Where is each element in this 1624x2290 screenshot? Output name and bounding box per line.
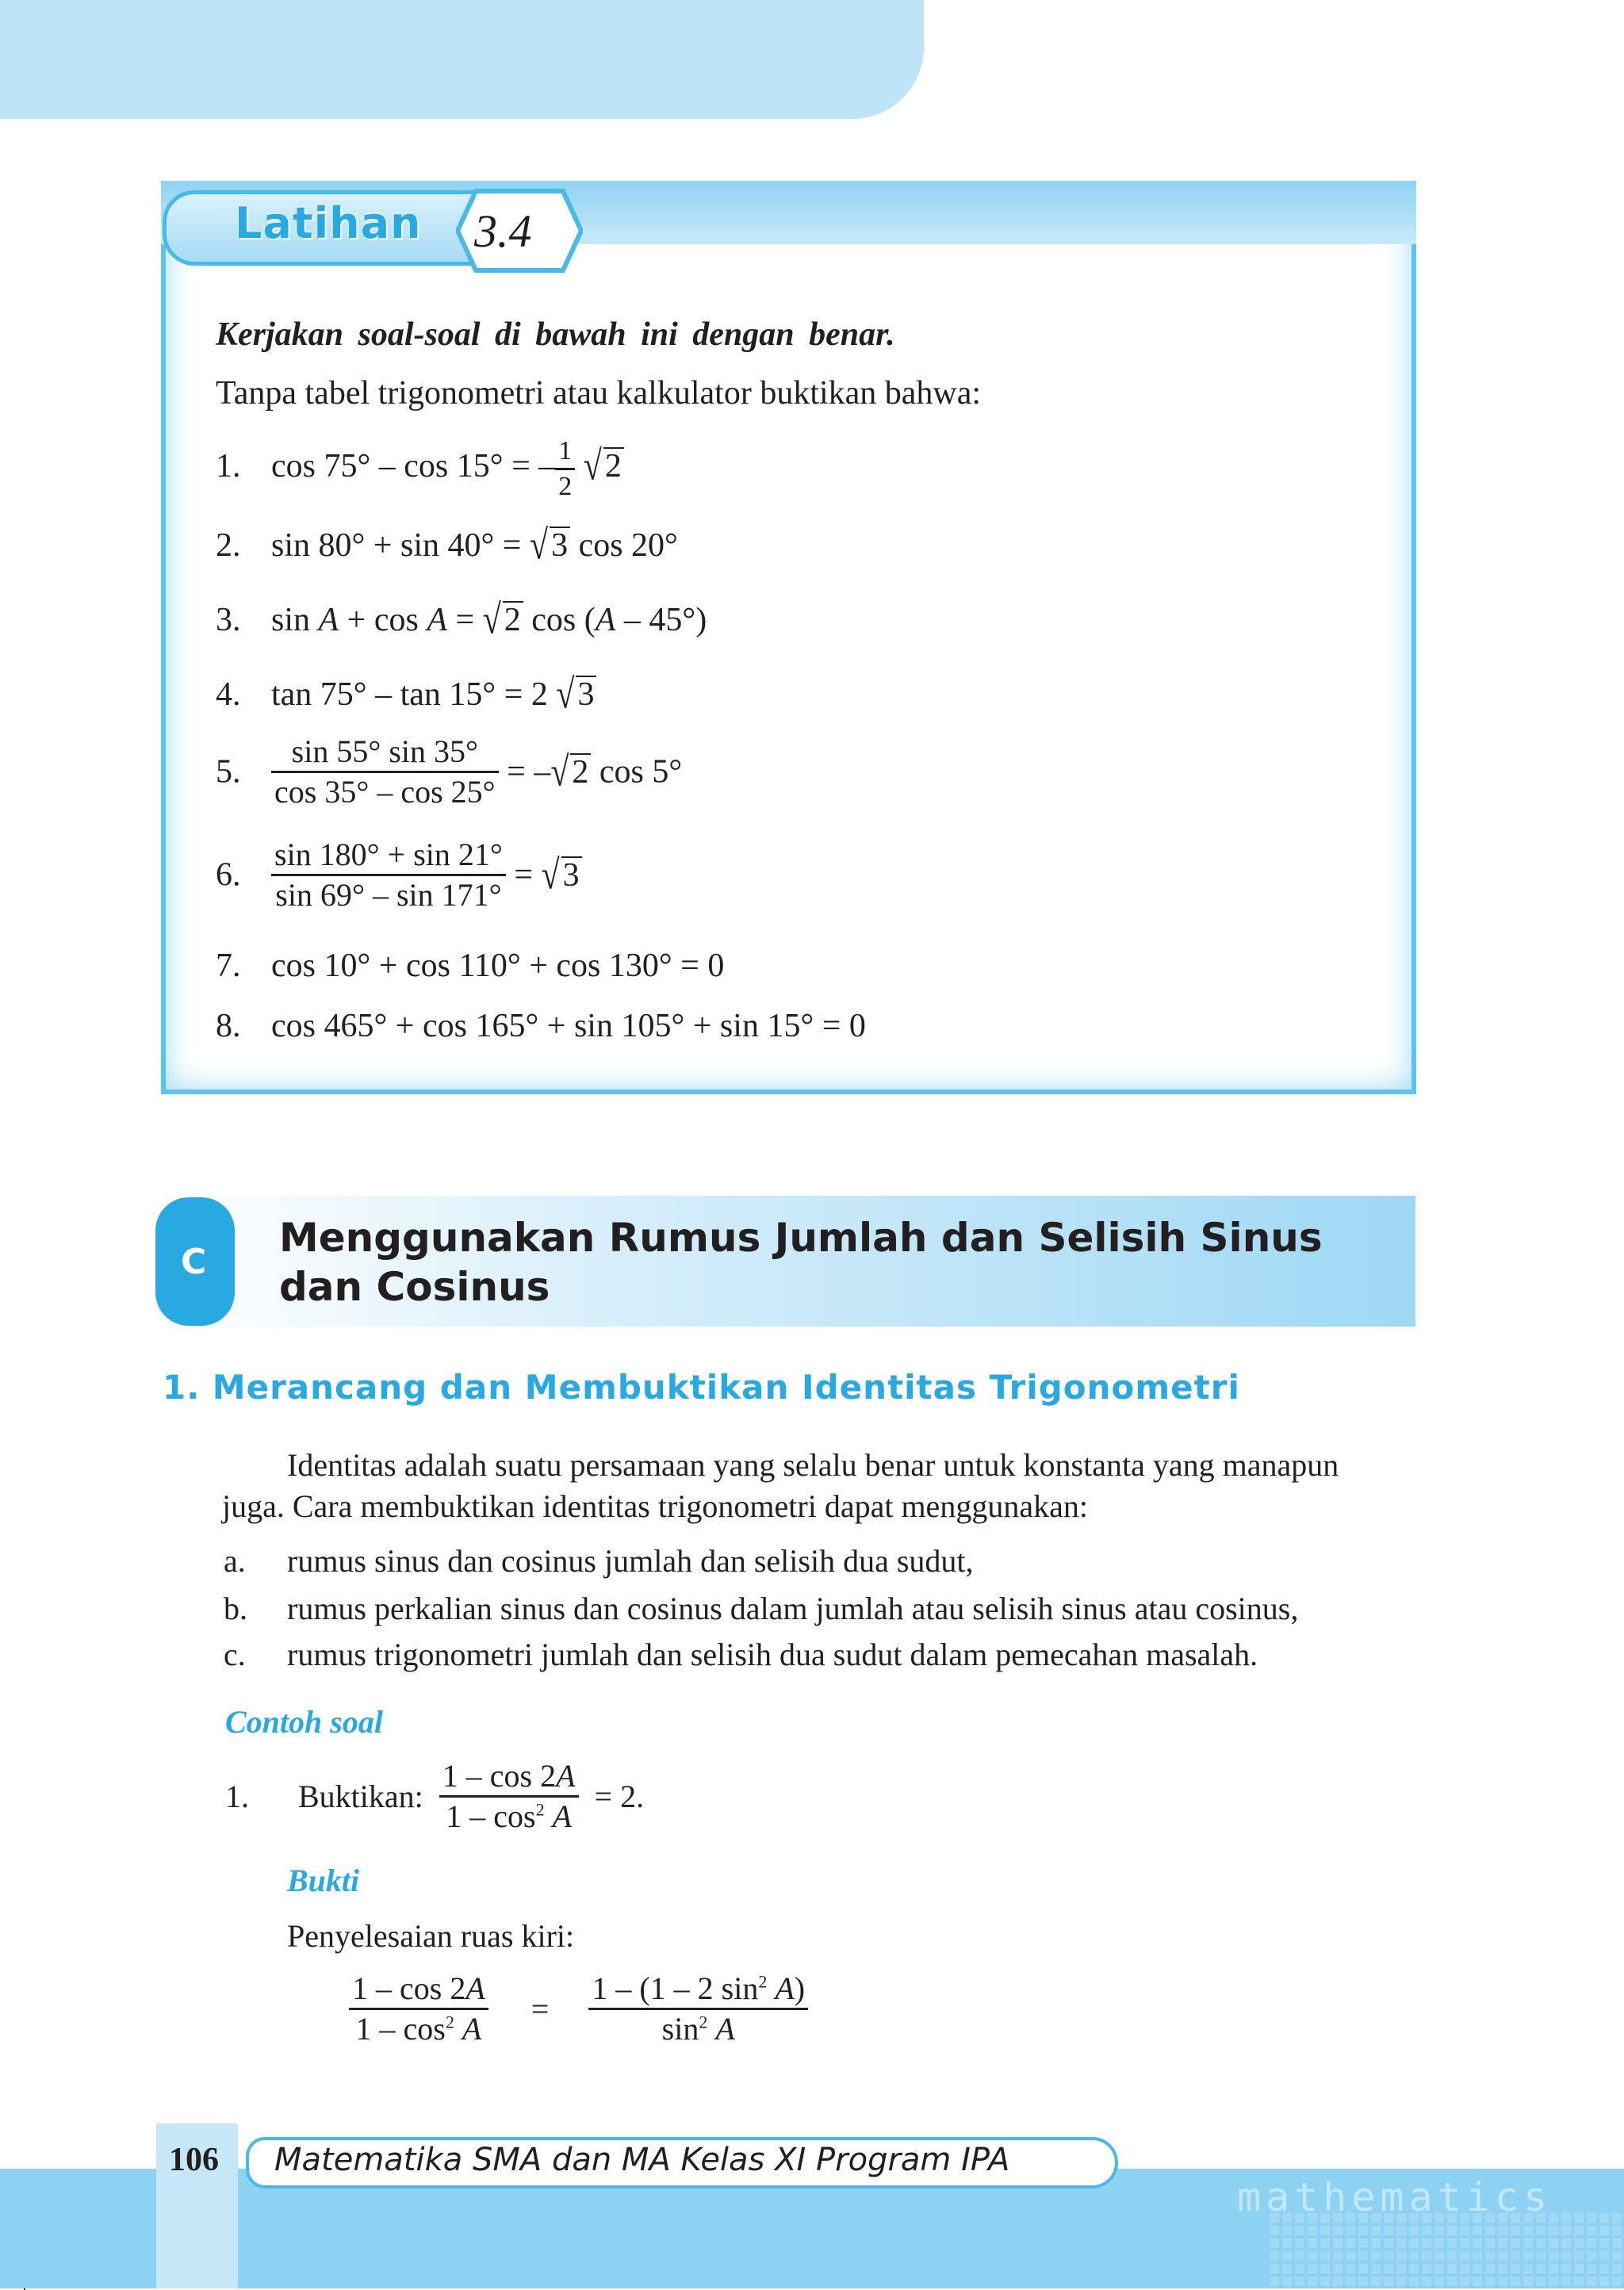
- intro-paragraph-line-2: juga. Cara membuktikan identitas trigonometri dapat menggunakan:: [222, 1488, 1088, 1524]
- item-text: = –: [498, 753, 551, 791]
- proof-lhs-fraction: $\frac{1 - \cos 2A}{1 - \cos^2 A}$: [349, 1973, 488, 2045]
- variable: A: [318, 602, 339, 638]
- exercise-label: Latihan: [235, 198, 422, 248]
- item-number: 2.: [216, 527, 241, 564]
- item-number: 1.: [216, 448, 241, 485]
- exercise-prompt: Tanpa tabel trigonometri atau kalkulator buktikan bahwa:: [216, 375, 982, 412]
- item-number: 5.: [216, 753, 241, 791]
- list-marker: b.: [224, 1591, 247, 1626]
- example-heading: Contoh soal: [225, 1704, 383, 1740]
- equals-sign: =: [530, 1991, 550, 2027]
- radical-sign: √: [550, 749, 569, 795]
- item-text: cos 5°: [591, 753, 683, 791]
- variable: A: [595, 602, 616, 638]
- section-letter: C: [181, 1242, 207, 1282]
- item-text: cos (: [523, 602, 596, 638]
- radicand: 2: [603, 447, 624, 484]
- exercise-item-1: [216, 438, 624, 500]
- exercise-number: 3.4: [474, 205, 532, 257]
- list-item-a: [224, 1541, 974, 1582]
- exercise-item-8: [216, 1007, 866, 1045]
- item-text: + cos: [339, 602, 427, 638]
- item-expression: sin 80° + sin 40° =: [271, 527, 530, 564]
- exercise-instruction: Kerjakan soal-soal di bawah ini dengan benar.: [216, 316, 895, 353]
- proof-rhs-fraction: $\frac{1 - (1 - 2 \sin^2 A)}{\sin^2 A}$: [588, 1973, 808, 2045]
- list-marker: a.: [224, 1543, 246, 1579]
- exercise-item-4: [216, 672, 596, 718]
- example-1: [225, 1760, 644, 1832]
- variable: A: [427, 602, 448, 638]
- example-fraction: $\frac{1 - \cos 2A}{1 - \cos^2 A}$: [439, 1760, 579, 1832]
- exercise-item-3: [216, 597, 707, 643]
- book-title: Matematika SMA dan MA Kelas XI Program IPA: [274, 2142, 1010, 2178]
- item-number: 4.: [216, 676, 241, 713]
- footer-grid-decoration: [1269, 2212, 1624, 2288]
- list-item-c: [224, 1634, 1258, 1675]
- item-number: 3.: [216, 602, 241, 638]
- item-expression-tail: cos 20°: [570, 527, 678, 564]
- exercise-item-2: [216, 523, 678, 569]
- list-marker: c.: [224, 1637, 246, 1672]
- radicand: 3: [561, 856, 582, 893]
- proof-step-1: [349, 1970, 808, 2047]
- exercise-item-5: [216, 733, 683, 810]
- subsection-title: 1. Merancang dan Membuktikan Identitas Trigonometri: [163, 1368, 1240, 1407]
- radicand: 2: [570, 753, 591, 790]
- proof-heading: Bukti: [287, 1863, 360, 1898]
- intro-paragraph-line-1: Identitas adalah suatu persamaan yang selalu benar untuk konstanta yang manapun: [287, 1447, 1339, 1483]
- item-number: 8.: [216, 1008, 241, 1044]
- fraction: $\frac{\sin 55^\circ \sin 35^\circ}{\cos 35^\circ - \cos 25^\circ}$: [271, 736, 499, 808]
- item-expression: tan 75° – tan 15° = 2: [271, 676, 548, 713]
- radicand: 2: [503, 601, 523, 638]
- proof-intro: Penyelesaian ruas kiri:: [287, 1918, 575, 1954]
- radicand: 3: [550, 527, 570, 563]
- list-text: rumus trigonometri jumlah dan selisih dua sudut dalam pemecahan masalah.: [287, 1637, 1258, 1672]
- exercise-item-7: [216, 947, 724, 985]
- page-number: 106: [169, 2142, 219, 2178]
- radical-sign: √: [583, 443, 602, 489]
- list-text: rumus sinus dan cosinus jumlah dan selisih dua sudut,: [287, 1543, 974, 1579]
- item-number: 6.: [216, 856, 241, 894]
- fraction: $\frac{1}{2}$: [555, 438, 575, 500]
- example-lead: Buktikan:: [298, 1779, 423, 1814]
- list-item-b: [224, 1588, 1299, 1629]
- example-number: 1.: [225, 1779, 249, 1814]
- item-text: =: [505, 856, 542, 894]
- list-text: rumus perkalian sinus dan cosinus dalam jumlah atau selisih sinus atau cosinus,: [287, 1591, 1299, 1626]
- section-title: Menggunakan Rumus Jumlah dan Selisih Sinus dan Cosinus: [279, 1215, 1323, 1310]
- item-text: =: [447, 602, 483, 638]
- footer-watermark: mathematics: [1237, 2174, 1553, 2220]
- item-expression: cos 10° + cos 110° + cos 130° = 0: [271, 948, 725, 984]
- item-number: 7.: [216, 948, 241, 984]
- radical-sign: √: [482, 597, 501, 643]
- header-tab: [0, 0, 924, 119]
- item-expression: cos 465° + cos 165° + sin 105° + sin 15° = 0: [271, 1008, 866, 1044]
- exercise-item-6: [216, 839, 582, 911]
- radical-sign: √: [530, 523, 549, 569]
- example-rhs: = 2.: [594, 1779, 645, 1814]
- radical-sign: √: [541, 852, 560, 898]
- radical-sign: √: [556, 672, 575, 718]
- item-expression: cos 75° – cos 15° = –: [271, 448, 556, 485]
- item-text: sin: [271, 602, 319, 638]
- item-text: – 45°): [615, 602, 707, 638]
- fraction: $\frac{\sin 180^\circ + \sin 21^\circ}{\sin 69^\circ - \sin 171^\circ}$: [271, 839, 506, 911]
- radicand: 3: [576, 676, 596, 712]
